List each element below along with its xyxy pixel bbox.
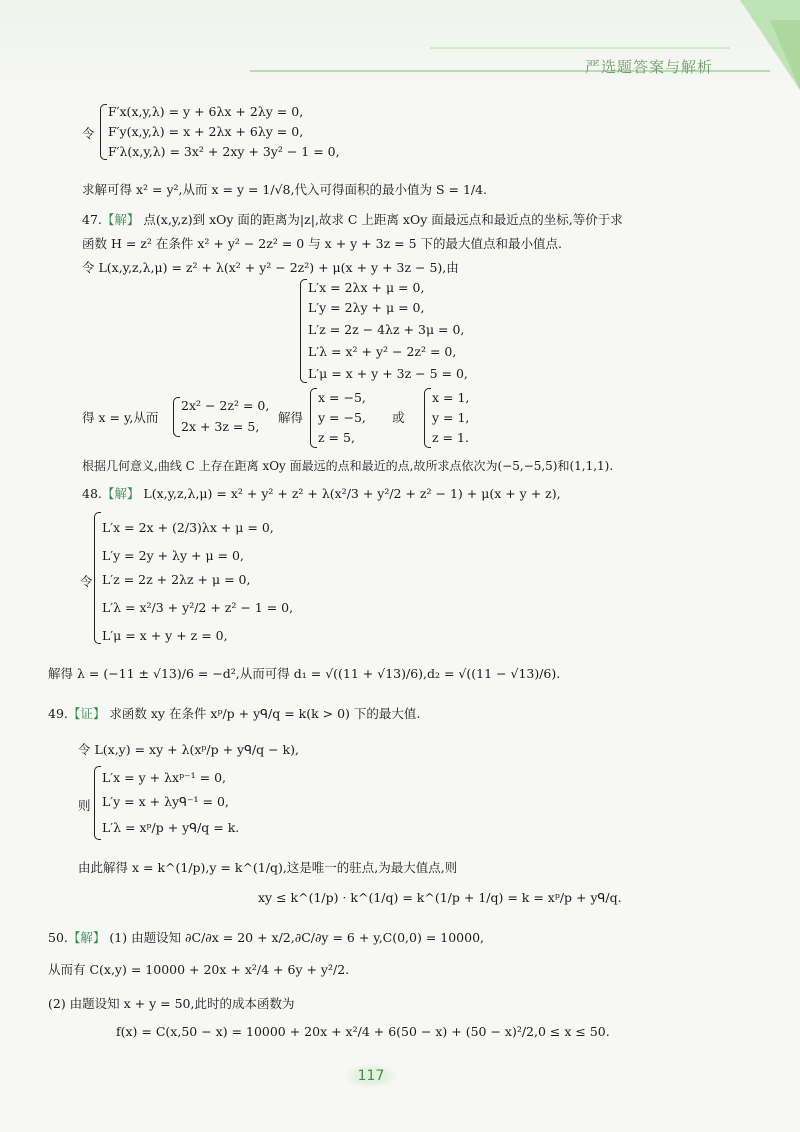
text-line: 或 bbox=[392, 410, 405, 425]
system-brace bbox=[94, 512, 101, 644]
equation-line: L′x = 2λx + μ = 0, bbox=[308, 280, 425, 295]
equation-line: L′μ = x + y + 3z − 5 = 0, bbox=[308, 366, 468, 381]
problem-47-heading bbox=[82, 212, 623, 228]
equation-line: L′x = y + λxᵖ⁻¹ = 0, bbox=[102, 770, 227, 785]
solution-tag: 【解】 bbox=[101, 486, 140, 501]
equation-line: 2x² − 2z² = 0, bbox=[181, 398, 270, 413]
text-line: 令 bbox=[80, 574, 93, 589]
problem-text: 求函数 xy 在条件 xᵖ/p + yᑫ/q = k(k > 0) 下的最大值. bbox=[109, 706, 421, 721]
text-line: 从而有 C(x,y) = 10000 + 20x + x²/4 + 6y + y²/2. bbox=[48, 962, 350, 977]
equation-line: L′z = 2z + 2λz + μ = 0, bbox=[102, 572, 251, 587]
equation-line: F′x(x,y,λ) = y + 6λx + 2λy = 0, bbox=[108, 104, 304, 119]
page-number: 117 bbox=[344, 1064, 398, 1088]
equation-line: L′λ = xᵖ/p + yᑫ/q = k. bbox=[102, 820, 240, 835]
solution-tag: 【解】 bbox=[67, 930, 106, 945]
equation-line: x = −5, bbox=[318, 390, 366, 405]
text-line: 解得 bbox=[278, 410, 304, 425]
equation-line: f(x) = C(x,50 − x) = 10000 + 20x + x²/4 + 6(50 − x) + (50 − x)²/2,0 ≤ x ≤ 50. bbox=[116, 1024, 610, 1039]
text-line: 则 bbox=[78, 798, 91, 813]
text-line: 得 x = y,从而 bbox=[82, 410, 159, 425]
system-brace bbox=[310, 388, 317, 448]
equation-line: x = 1, bbox=[432, 390, 470, 405]
header-band bbox=[0, 0, 800, 92]
problem-49-heading bbox=[48, 706, 420, 722]
equation-line: y = −5, bbox=[318, 410, 366, 425]
equation-line: xy ≤ k^(1/p) · k^(1/q) = k^(1/p + 1/q) = k = xᵖ/p + yᑫ/q. bbox=[258, 890, 622, 905]
system-brace bbox=[424, 388, 431, 448]
problem-48-heading bbox=[82, 486, 561, 502]
equation-line: 2x + 3z = 5, bbox=[181, 419, 260, 434]
equation-line: z = 1. bbox=[432, 430, 469, 445]
problem-number: 48. bbox=[82, 486, 102, 501]
system-brace bbox=[173, 397, 180, 437]
text-line: 解得 λ = (−11 ± √13)/6 = −d²,从而可得 d₁ = √((11 + √13)/6),d₂ = √((11 − √13)/6). bbox=[48, 666, 561, 681]
equation-line: L′y = 2y + λy + μ = 0, bbox=[102, 548, 244, 563]
problem-text: 点(x,y,z)到 xOy 面的距离为|z|,故求 C 上距离 xOy 面最远点和最近点的坐标,等价于求 bbox=[143, 212, 623, 227]
problem-50-heading bbox=[48, 930, 484, 946]
equation-line: F′y(x,y,λ) = x + 2λx + 6λy = 0, bbox=[108, 124, 304, 139]
header-rule bbox=[430, 47, 730, 49]
equation-line: L′x = 2x + (2/3)λx + μ = 0, bbox=[102, 520, 274, 535]
system-brace bbox=[94, 766, 101, 840]
system-brace bbox=[300, 279, 307, 383]
problem-number: 47. bbox=[82, 212, 102, 227]
solution-tag: 【解】 bbox=[101, 212, 140, 227]
text-line: 根据几何意义,曲线 C 上存在距离 xOy 面最远的点和最近的点,故所求点依次为(−5,−5,5)和(1,1,1). bbox=[82, 459, 614, 473]
equation-line: z = 5, bbox=[318, 430, 355, 445]
proof-tag: 【证】 bbox=[67, 706, 106, 721]
problem-number: 49. bbox=[48, 706, 68, 721]
problem-text: (1) 由题设知 ∂C/∂x = 20 + x/2,∂C/∂y = 6 + y,C(0,0) = 10000, bbox=[109, 930, 485, 945]
text-line: 令 L(x,y) = xy + λ(xᵖ/p + yᑫ/q − k), bbox=[78, 742, 300, 757]
equation-line: y = 1, bbox=[432, 410, 470, 425]
text-line: 由此解得 x = k^(1/p),y = k^(1/q),这是唯一的驻点,为最大值点,则 bbox=[78, 860, 458, 875]
equation-line: F′λ(x,y,λ) = 3x² + 2xy + 3y² − 1 = 0, bbox=[108, 144, 340, 159]
equation-line: L′y = 2λy + μ = 0, bbox=[308, 300, 425, 315]
equation-line: L′z = 2z − 4λz + 3μ = 0, bbox=[308, 322, 465, 337]
problem-number: 50. bbox=[48, 930, 68, 945]
equation-line: L′λ = x² + y² − 2z² = 0, bbox=[308, 344, 457, 359]
problem-text: L(x,y,z,λ,μ) = x² + y² + z² + λ(x²/3 + y²/2 + z² − 1) + μ(x + y + z), bbox=[143, 486, 561, 501]
text-line: 函数 H = z² 在条件 x² + y² − 2z² = 0 与 x + y + 3z = 5 下的最大值点和最小值点. bbox=[82, 236, 562, 251]
equation-line: L′y = x + λyᑫ⁻¹ = 0, bbox=[102, 794, 229, 809]
text-line: 求解可得 x² = y²,从而 x = y = 1/√8,代入可得面积的最小值为 S = 1/4. bbox=[82, 182, 488, 197]
text-line: 令 bbox=[82, 126, 95, 141]
text-line: 令 L(x,y,z,λ,μ) = z² + λ(x² + y² − 2z²) + μ(x + y + 3z − 5),由 bbox=[82, 260, 459, 275]
corner-decoration bbox=[770, 20, 800, 90]
equation-line: L′μ = x + y + z = 0, bbox=[102, 628, 228, 643]
running-header-title: 严选题答案与解析 bbox=[585, 58, 714, 76]
text-line: (2) 由题设知 x + y = 50,此时的成本函数为 bbox=[48, 996, 295, 1011]
system-brace bbox=[100, 104, 107, 160]
equation-line: L′λ = x²/3 + y²/2 + z² − 1 = 0, bbox=[102, 600, 294, 615]
